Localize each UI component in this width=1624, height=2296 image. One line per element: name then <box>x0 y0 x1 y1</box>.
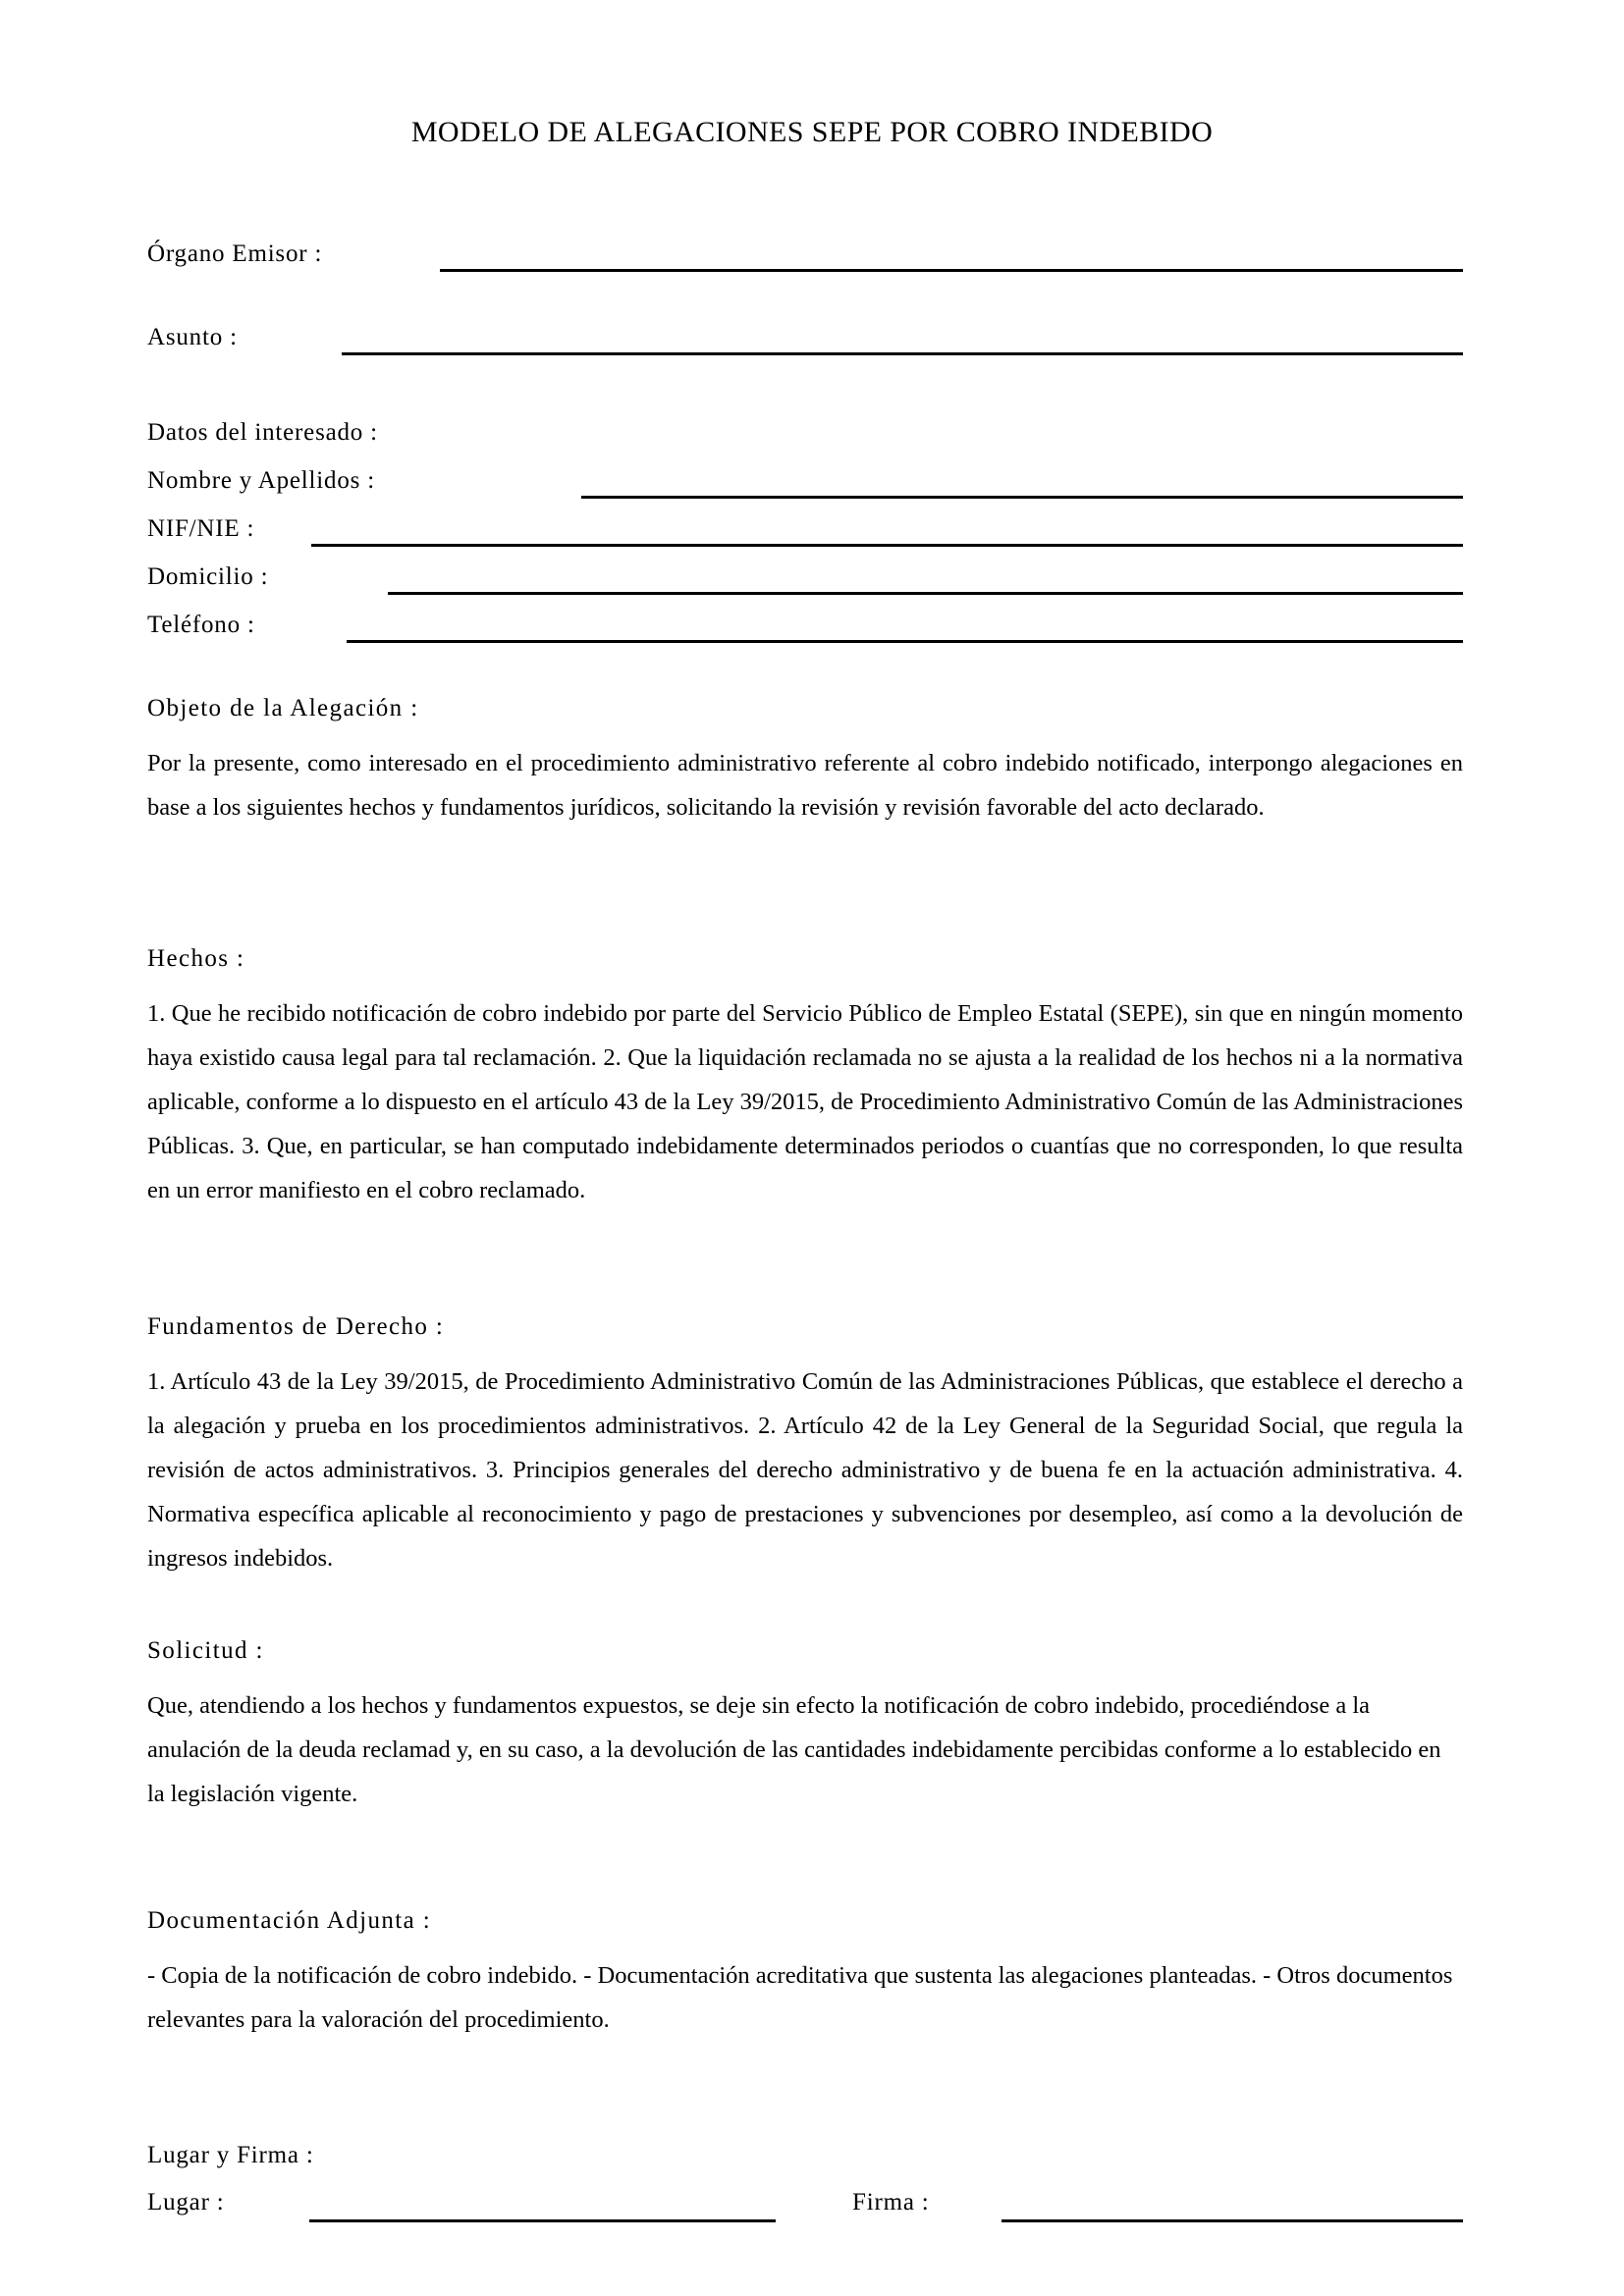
field-rule-domicilio[interactable] <box>388 592 1463 595</box>
field-row-telefono <box>147 610 1463 643</box>
section-fundamentos-derecho <box>147 1310 1463 1580</box>
field-label-firma: Firma : <box>852 2189 930 2216</box>
section-hechos <box>147 942 1463 1212</box>
field-row-firma <box>852 2187 1463 2222</box>
field-row-lugar <box>147 2187 776 2222</box>
section-documentacion-adjunta <box>147 1904 1463 2042</box>
field-rule-nombre-apellidos[interactable] <box>581 496 1463 499</box>
section-objeto-alegacion <box>147 692 1463 829</box>
field-label-telefono: Teléfono : <box>147 612 255 638</box>
section-body-hechos: 1. Que he recibido notificación de cobro indebido por parte del Servicio Público de Empleo Estatal (SEPE), sin que en ningún momento haya existido causa legal para tal reclamación. 2. Que la liquidación reclamada no se ajusta a la realidad de los hechos ni a la normativa aplicable, conforme a lo dispuesto en el artículo 43 de la Ley 39/2015, de Procedimiento Administrativo Común de las Administraciones Públicas. 3. Que, en particular, se han computado indebidamente determinados periodos o cuantías que no corresponden, lo que resulta en un error manifiesto en el cobro reclamado. <box>147 1000 1463 1203</box>
section-heading-documentacion-adjunta: Documentación Adjunta : <box>147 1907 432 1934</box>
section-body-documentacion-adjunta: - Copia de la notificación de cobro indebido. - Documentación acreditativa que sustenta las alegaciones planteadas. - Otros documentos relevantes para la valoración del procedimiento. <box>147 1962 1453 2033</box>
field-row-nif-nie <box>147 513 1463 547</box>
field-rule-firma[interactable] <box>1001 2219 1463 2222</box>
field-row-organo-emisor <box>147 239 1463 272</box>
page-title: MODELO DE ALEGACIONES SEPE POR COBRO INDEBIDO <box>410 116 1214 148</box>
section-body-fundamentos-derecho: 1. Artículo 43 de la Ley 39/2015, de Procedimiento Administrativo Común de las Administraciones Públicas, que establece el derecho a la alegación y prueba en los procedimientos administrativos. 2. Artículo 42 de la Ley General de la Seguridad Social, que regula la revisión de actos administrativos. 3. Principios generales del derecho administrativo y de buena fe en la actuación administrativa. 4. Normativa específica aplicable al reconocimiento y pago de prestaciones y subvenciones por desempleo, así como a la devolución de ingresos indebidos. <box>147 1368 1463 1572</box>
section-heading-lugar-y-firma: Lugar y Firma : <box>147 2142 314 2168</box>
section-heading-hechos: Hechos : <box>147 945 245 972</box>
field-rule-nif-nie[interactable] <box>311 544 1463 547</box>
field-label-lugar: Lugar : <box>147 2189 225 2216</box>
field-label-asunto: Asunto : <box>147 324 238 350</box>
field-rule-organo-emisor[interactable] <box>440 269 1463 272</box>
section-heading-solicitud: Solicitud : <box>147 1637 264 1664</box>
field-row-domicilio <box>147 561 1463 595</box>
field-label-domicilio: Domicilio : <box>147 563 269 590</box>
field-rule-lugar[interactable] <box>309 2219 776 2222</box>
section-solicitud <box>147 1634 1463 1816</box>
field-row-nombre-apellidos <box>147 465 1463 499</box>
section-heading-objeto-alegacion: Objeto de la Alegación : <box>147 695 419 721</box>
field-rule-telefono[interactable] <box>347 640 1463 643</box>
field-rule-asunto[interactable] <box>342 352 1463 355</box>
section-body-objeto-alegacion: Por la presente, como interesado en el procedimiento administrativo referente al cobro indebido notificado, interpongo alegaciones en base a los siguientes hechos y fundamentos jurídicos, solicitando la revisión y revisión favorable del acto declarado. <box>147 750 1463 821</box>
field-label-organo-emisor: Órgano Emisor : <box>147 240 323 267</box>
field-row-asunto <box>147 322 1463 355</box>
field-label-nif-nie: NIF/NIE : <box>147 515 255 542</box>
group-label-datos-interesado: Datos del interesado : <box>147 419 378 446</box>
section-body-solicitud: Que, atendiendo a los hechos y fundamentos expuestos, se deje sin efecto la notificación de cobro indebido, procediéndose a la anulación de la deuda reclamad y, en su caso, a la devolución de las cantidades indebidamente percibidas conforme a lo establecido en la legislación vigente. <box>147 1692 1441 1807</box>
section-heading-fundamentos-derecho: Fundamentos de Derecho : <box>147 1313 445 1340</box>
field-label-nombre-apellidos: Nombre y Apellidos : <box>147 467 375 494</box>
